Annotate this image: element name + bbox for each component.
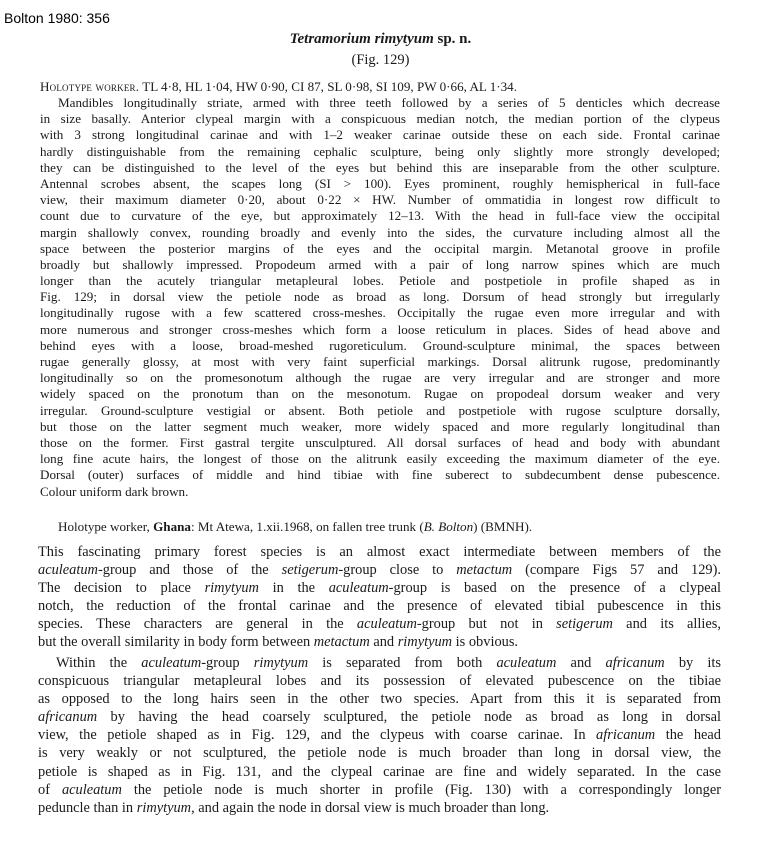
locality-country: Ghana: [153, 519, 191, 534]
description-line: count due to curvature of the eye, but approximately 12–13. With the head in full-face view the occipital: [40, 208, 720, 224]
holotype-locality: [58, 519, 532, 535]
text-run: -group close to: [338, 562, 457, 579]
description-line: with 3 strong longitudinal carinae and with 1–2 weaker carinae outside these on each side. Frontal carinae: [40, 127, 720, 143]
taxon-name: rimytyum: [136, 799, 192, 816]
text-run: is separated from both: [308, 655, 497, 671]
text-run: This fascinating primary forest species is an almost exact intermediate between members of the: [38, 544, 721, 560]
description-line: Colour uniform dark brown.: [40, 483, 189, 499]
text-run: but the overall similarity in body form between: [38, 634, 314, 651]
text-run: petiole is shaped as in Fig. 131, and the clypeal carinae are fine and widely separated. In the case: [38, 763, 721, 780]
species-name: Tetramorium rimytyum: [289, 31, 434, 47]
taxon-name: aculeatum: [356, 616, 417, 633]
paragraph-line: [38, 597, 721, 615]
description-line: widely spaced on the pronotum than on the mesonotum. Rugae on propodeal dorsum weaker and very: [40, 386, 720, 402]
paragraph-line: [38, 799, 721, 817]
description-line: but those on the latter segment much weaker, more widely spaced and more regularly longitudinal than: [40, 418, 720, 434]
taxon-name: metactum: [456, 562, 513, 579]
citation-label: Bolton 1980: 356: [4, 10, 110, 26]
taxon-name: setigerum: [281, 562, 339, 579]
description-line: in size basally. Anterior clypeal margin with a conspicuous median notch, the median portion of the clypeus: [40, 111, 720, 127]
paragraph-line: [38, 579, 721, 597]
text-run: -group and those of the: [97, 562, 282, 579]
taxon-name: africanum: [605, 655, 665, 671]
locality-collector: B. Bolton: [423, 519, 474, 534]
description-line: view, their maximum diameter 0·20, about 0·22 × HW. Number of ommatidia in longest row difficult to: [40, 192, 720, 208]
description-line: long fine acute hairs, the longest of those on the alitrunk easily exceeding the maximum diameter of the eye.: [40, 451, 720, 467]
text-run: and: [556, 655, 606, 671]
text-run: by its: [664, 655, 721, 671]
discussion-paragraph-2: [38, 654, 721, 817]
taxon-name: aculeatum: [38, 562, 98, 579]
text-run: notch, the reduction of the frontal carinae and the presence of elevated tibial pubescence in this: [38, 598, 721, 615]
text-run: Within the: [56, 655, 142, 671]
text-run: (compare Figs 57 and 129).: [512, 562, 721, 579]
holotype-measurements: [40, 79, 720, 95]
text-run: of: [38, 781, 62, 798]
paragraph-line: [38, 763, 721, 781]
paragraph-line: [38, 543, 721, 561]
description-line: those on the former. First gastral tergite unsculptured. All dorsal surfaces of head and body with abundant: [40, 434, 720, 450]
description-line: they can be distinguished to the level of the eyes but behind this are inseparable from the other sculpture.: [40, 159, 720, 175]
text-run: -group: [201, 655, 254, 671]
description-paragraph: [40, 95, 720, 500]
paragraph-line: [38, 654, 721, 672]
taxon-name: aculeatum: [141, 655, 202, 671]
text-run: is obvious.: [452, 634, 519, 651]
text-run: as opposed to the long hairs seen in the other two species. Apart from this it is separated from: [38, 691, 721, 708]
taxon-name: metactum: [313, 634, 370, 651]
text-run: in the: [258, 580, 329, 597]
taxon-name: setigerum: [556, 616, 613, 633]
description-line: hardly distinguishable from the remaining cephalic sculpture, being only slightly more strongly developed;: [40, 143, 720, 159]
discussion-paragraph-1: [38, 543, 721, 652]
taxon-name: aculeatum: [496, 655, 557, 671]
description-line: rugae generally glossy, at most with very faint superficial markings. Dorsal alitrunk rugose, predominantly: [40, 354, 720, 369]
taxon-name: africanum: [596, 727, 656, 744]
description-line: irregular. Ground-sculpture vestigial or absent. Both petiole and postpetiole with rugose sculpture dorsally,: [40, 402, 720, 418]
description-line: Fig. 129; in dorsal view the petiole node as broad as long. Dorsum of head strongly but irregularly: [40, 289, 720, 305]
text-run: , and again the node in dorsal view is much broader than long.: [191, 799, 550, 816]
description-line: margin shallowly convex, rounding broadly and evenly into the sides, the curvature including almost all the: [40, 224, 720, 240]
paragraph-line: [38, 726, 721, 744]
text-run: and its allies,: [612, 616, 721, 633]
holotype-label: Holotype worker.: [40, 79, 140, 94]
description-line: space between the posterior margins of the eyes and the occipital margin. Metanotal groove in profile: [40, 240, 720, 256]
text-run: the petiole node is much shorter in profile (Fig. 130) with a correspondingly longer: [121, 781, 721, 798]
text-run: by having the head coarsely sculptured, the petiole node as broad as long in dorsal: [97, 709, 721, 726]
taxon-name: rimytyum: [204, 580, 259, 597]
description-line: longitudinally so on the promesonotum although the rugae are very irregular and are stronger and more: [40, 370, 720, 386]
species-suffix: sp. n.: [437, 31, 472, 47]
taxon-name: rimytyum: [397, 634, 453, 651]
description-line: Dorsal (outer) surfaces of middle and hind tibiae with fine suberect to subdecumbent dense pubescence.: [40, 467, 720, 483]
text-run: conspicuous triangular metapleural lobes and its possession of elevated pubescence on the tibiae: [38, 673, 721, 690]
text-run: -group but not in: [416, 616, 557, 633]
locality-suffix: ) (BMNH).: [473, 519, 533, 534]
paragraph-line: [38, 708, 721, 726]
locality-prefix: Holotype worker,: [58, 519, 154, 534]
text-run: peduncle than in: [38, 799, 137, 816]
description-line: behind eyes with a loose, broad-meshed rugoreticulum. Ground-sculpture minimal, the spaces between: [40, 337, 720, 353]
taxon-name: africanum: [38, 709, 98, 726]
paragraph-line: [38, 690, 721, 708]
description-line: more numerous and stronger cross-meshes which form a loose reticulum in places. Sides of head above and: [40, 321, 720, 337]
text-run: is very weakly or not sculptured, the petiole node is much broader than long in dorsal view, the: [38, 745, 721, 762]
paragraph-line: [38, 561, 721, 579]
description-line: longitudinally rugose with a few scattered cross-meshes. Occipitally the rugae even more irregular and with: [40, 305, 720, 321]
taxon-name: aculeatum: [328, 580, 389, 597]
paragraph-line: [38, 633, 721, 651]
text-run: -group is based on the presence of a clypeal: [388, 580, 721, 597]
description-line: longer than the acutely triangular metapleural lobes. Petiole and postpetiole in profile shaped as in: [40, 273, 720, 289]
paragraph-line: [38, 615, 721, 633]
figure-reference: (Fig. 129): [351, 52, 410, 68]
description-line: broadly but shallowly impressed. Propodeum armed with a pair of long narrow spines which are much: [40, 256, 720, 272]
paragraph-line: [38, 672, 721, 690]
species-title: [0, 30, 761, 48]
taxon-name: aculeatum: [61, 781, 122, 798]
paragraph-line: [38, 781, 721, 799]
text-run: species. These characters are general in the: [38, 616, 357, 633]
text-run: the head: [655, 727, 722, 744]
paragraph-line: [38, 744, 721, 762]
holotype-values: TL 4·8, HL 1·04, HW 0·90, CI 87, SL 0·98, SI 109, PW 0·66, AL 1·34.: [142, 79, 517, 94]
text-run: The decision to place: [38, 580, 205, 597]
taxon-name: rimytyum: [253, 655, 309, 671]
text-run: view, the petiole shaped as in Fig. 129, and the clypeus with coarse carinae. In: [38, 727, 597, 744]
text-run: and: [369, 634, 398, 651]
locality-place: : Mt Atewa, 1.xii.1968, on fallen tree trunk (: [190, 519, 424, 534]
description-line: Antennal scrobes absent, the scapes long (SI > 100). Eyes prominent, roughly hemispherical in full-face: [40, 175, 720, 191]
description-line: Mandibles longitudinally striate, armed with three teeth followed by a series of 5 denticles which decrease: [58, 95, 720, 110]
